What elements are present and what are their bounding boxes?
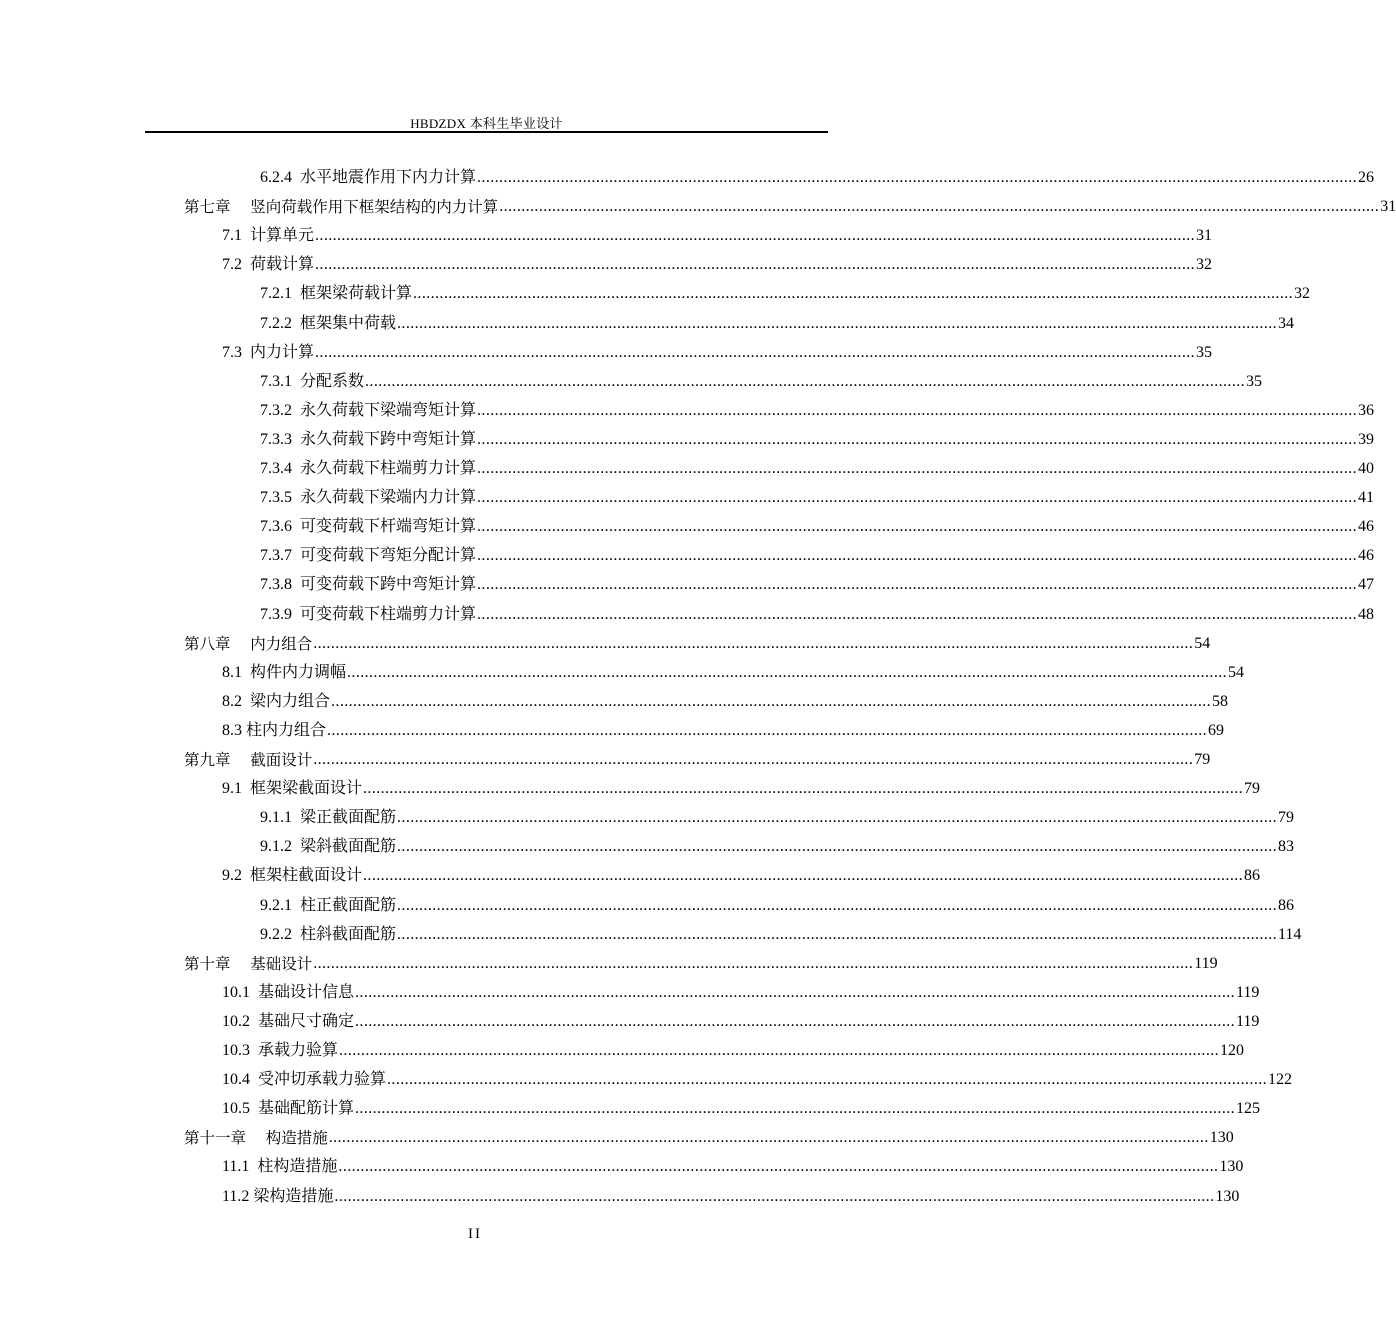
toc-section-entry[interactable] bbox=[222, 1155, 1244, 1177]
toc-leader-dots: ........................................................................................................................................................................................................ bbox=[315, 227, 1196, 245]
toc-leader-dots: ........................................................................................................................................................................................................ bbox=[397, 838, 1278, 856]
toc-leader-dots: ........................................................................................................................................................................................................ bbox=[328, 1129, 1209, 1147]
toc-leader-dots: ........................................................................................................................................................................................................ bbox=[313, 634, 1194, 652]
toc-section-entry[interactable] bbox=[222, 864, 1261, 886]
toc-leader-dots: ........................................................................................................................................................................................................ bbox=[327, 721, 1208, 739]
toc-entry-page-number: 46 bbox=[1358, 518, 1375, 536]
toc-entry-page-number: 54 bbox=[1194, 634, 1211, 652]
toc-entry-page-number: 114 bbox=[1278, 925, 1302, 943]
toc-leader-dots: ........................................................................................................................................................................................................ bbox=[331, 692, 1212, 710]
toc-entry-label: 8.2 梁内力组合 bbox=[222, 692, 331, 710]
toc-entry-page-number: 79 bbox=[1194, 751, 1211, 768]
toc-entry-page-number: 31 bbox=[1380, 198, 1396, 216]
toc-section-entry[interactable] bbox=[222, 690, 1229, 712]
toc-entry-page-number: 58 bbox=[1212, 692, 1229, 710]
toc-leader-dots: ........................................................................................................................................................................................................ bbox=[477, 547, 1358, 565]
toc-section-entry[interactable] bbox=[260, 399, 1375, 421]
toc-section-entry[interactable] bbox=[260, 894, 1295, 916]
toc-section-entry[interactable] bbox=[222, 1185, 1240, 1207]
toc-leader-dots: ........................................................................................................................................................................................................ bbox=[365, 372, 1246, 390]
toc-entry-label: 7.2 荷载计算 bbox=[222, 256, 315, 274]
toc-entry-page-number: 86 bbox=[1244, 867, 1261, 885]
toc-section-entry[interactable] bbox=[260, 603, 1375, 625]
toc-leader-dots: ........................................................................................................................................................................................................ bbox=[397, 896, 1278, 914]
toc-section-entry[interactable] bbox=[222, 981, 1260, 1003]
toc-entry-page-number: 79 bbox=[1278, 809, 1295, 827]
toc-entry-page-number: 54 bbox=[1228, 663, 1245, 681]
toc-entry-page-number: 32 bbox=[1196, 256, 1213, 274]
toc-leader-dots: ........................................................................................................................................................................................................ bbox=[477, 605, 1358, 623]
toc-entry-page-number: 119 bbox=[1236, 1012, 1260, 1030]
toc-leader-dots: ........................................................................................................................................................................................................ bbox=[355, 1100, 1236, 1118]
toc-leader-dots: ........................................................................................................................................................................................................ bbox=[355, 1012, 1236, 1030]
toc-leader-dots: ........................................................................................................................................................................................................ bbox=[477, 430, 1358, 448]
toc-entry-page-number: 130 bbox=[1215, 1187, 1240, 1205]
toc-chapter-entry[interactable] bbox=[184, 195, 1396, 217]
toc-entry-label: 7.3.6 可变荷载下杆端弯矩计算 bbox=[260, 518, 477, 536]
toc-section-entry[interactable] bbox=[260, 282, 1311, 304]
toc-entry-label: 10.4 受冲切承载力验算 bbox=[222, 1071, 387, 1089]
toc-entry-label: 6.2.4 水平地震作用下内力计算 bbox=[260, 169, 477, 186]
toc-entry-label: 7.3.3 永久荷载下跨中弯矩计算 bbox=[260, 430, 477, 448]
toc-entry-page-number: 69 bbox=[1208, 721, 1225, 739]
toc-entry-page-number: 41 bbox=[1358, 489, 1375, 507]
toc-leader-dots: ........................................................................................................................................................................................................ bbox=[338, 1158, 1219, 1176]
toc-entry-label: 9.1.2 梁斜截面配筋 bbox=[260, 838, 397, 856]
toc-section-entry[interactable] bbox=[260, 166, 1375, 188]
toc-entry-page-number: 125 bbox=[1236, 1100, 1261, 1118]
toc-entry-label: 7.3.9 可变荷载下柱端剪力计算 bbox=[260, 605, 477, 623]
toc-entry-label: 11.1 柱构造措施 bbox=[222, 1158, 338, 1176]
toc-entry-label: 7.3.4 永久荷载下柱端剪力计算 bbox=[260, 460, 477, 477]
toc-section-entry[interactable] bbox=[222, 1068, 1293, 1090]
header-divider bbox=[145, 131, 828, 133]
toc-entry-page-number: 119 bbox=[1194, 954, 1218, 972]
toc-leader-dots: ........................................................................................................................................................................................................ bbox=[413, 285, 1294, 303]
toc-leader-dots: ........................................................................................................................................................................................................ bbox=[477, 460, 1358, 477]
toc-section-entry[interactable] bbox=[222, 341, 1213, 363]
toc-section-entry[interactable] bbox=[260, 370, 1263, 392]
toc-entry-label: 7.3 内力计算 bbox=[222, 343, 315, 361]
toc-leader-dots: ........................................................................................................................................................................................................ bbox=[339, 1042, 1220, 1059]
toc-entry-page-number: 35 bbox=[1246, 372, 1263, 390]
toc-entry-page-number: 31 bbox=[1196, 227, 1213, 245]
toc-section-entry[interactable] bbox=[222, 1097, 1261, 1119]
toc-section-entry[interactable] bbox=[222, 253, 1213, 275]
toc-entry-label: 8.3 柱内力组合 bbox=[222, 721, 327, 739]
toc-entry-page-number: 35 bbox=[1196, 343, 1213, 361]
toc-entry-label: 第十章 基础设计 bbox=[184, 954, 313, 973]
toc-entry-label: 7.3.7 可变荷载下弯矩分配计算 bbox=[260, 547, 477, 565]
toc-leader-dots: ........................................................................................................................................................................................................ bbox=[334, 1187, 1215, 1205]
toc-section-entry[interactable] bbox=[260, 923, 1302, 945]
toc-entry-page-number: 26 bbox=[1358, 169, 1375, 186]
toc-chapter-entry[interactable] bbox=[184, 1126, 1234, 1148]
toc-section-entry[interactable] bbox=[222, 1039, 1245, 1061]
toc-leader-dots: ........................................................................................................................................................................................................ bbox=[477, 518, 1358, 536]
toc-entry-label: 10.3 承载力验算 bbox=[222, 1042, 339, 1059]
toc-leader-dots: ........................................................................................................................................................................................................ bbox=[499, 198, 1380, 216]
toc-entry-label: 第十一章 构造措施 bbox=[184, 1129, 328, 1148]
toc-entry-label: 9.1 框架梁截面设计 bbox=[222, 780, 363, 798]
page-header-title: HBDZDX 本科生毕业设计 bbox=[410, 116, 563, 131]
toc-entry-page-number: 32 bbox=[1294, 285, 1311, 303]
toc-entry-page-number: 47 bbox=[1358, 576, 1375, 594]
toc-entry-label: 8.1 构件内力调幅 bbox=[222, 663, 347, 681]
toc-entry-label: 9.2 框架柱截面设计 bbox=[222, 867, 363, 885]
toc-leader-dots: ........................................................................................................................................................................................................ bbox=[477, 489, 1358, 507]
toc-leader-dots: ........................................................................................................................................................................................................ bbox=[315, 343, 1196, 361]
toc-entry-label: 9.2.2 柱斜截面配筋 bbox=[260, 925, 397, 943]
toc-chapter-entry[interactable] bbox=[184, 748, 1211, 770]
toc-entry-page-number: 120 bbox=[1220, 1042, 1245, 1059]
toc-section-entry[interactable] bbox=[222, 719, 1225, 741]
toc-entry-label: 10.1 基础设计信息 bbox=[222, 983, 355, 1001]
toc-entry-label: 11.2 梁构造措施 bbox=[222, 1187, 334, 1205]
toc-section-entry[interactable] bbox=[260, 486, 1375, 508]
toc-entry-label: 7.3.2 永久荷载下梁端弯矩计算 bbox=[260, 401, 477, 419]
toc-leader-dots: ........................................................................................................................................................................................................ bbox=[315, 256, 1196, 274]
toc-section-entry[interactable] bbox=[222, 661, 1245, 683]
toc-entry-page-number: 79 bbox=[1244, 780, 1261, 798]
toc-section-entry[interactable] bbox=[260, 806, 1295, 828]
toc-leader-dots: ........................................................................................................................................................................................................ bbox=[477, 576, 1358, 594]
toc-leader-dots: ........................................................................................................................................................................................................ bbox=[397, 809, 1278, 827]
toc-leader-dots: ........................................................................................................................................................................................................ bbox=[387, 1071, 1268, 1089]
toc-entry-page-number: 130 bbox=[1219, 1158, 1244, 1176]
toc-entry-label: 第八章 内力组合 bbox=[184, 634, 313, 653]
toc-entry-label: 7.3.8 可变荷载下跨中弯矩计算 bbox=[260, 576, 477, 594]
toc-leader-dots: ........................................................................................................................................................................................................ bbox=[363, 867, 1244, 885]
toc-section-entry[interactable] bbox=[260, 312, 1295, 334]
toc-entry-label: 7.3.1 分配系数 bbox=[260, 372, 365, 390]
toc-entry-label: 10.5 基础配筋计算 bbox=[222, 1100, 355, 1118]
toc-entry-label: 10.2 基础尺寸确定 bbox=[222, 1012, 355, 1030]
toc-leader-dots: ........................................................................................................................................................................................................ bbox=[477, 169, 1358, 186]
toc-section-entry[interactable] bbox=[222, 224, 1213, 246]
toc-leader-dots: ........................................................................................................................................................................................................ bbox=[477, 401, 1358, 419]
toc-section-entry[interactable] bbox=[260, 835, 1295, 857]
toc-section-entry[interactable] bbox=[260, 457, 1375, 479]
toc-entry-label: 9.2.1 柱正截面配筋 bbox=[260, 896, 397, 914]
toc-entry-page-number: 40 bbox=[1358, 460, 1375, 477]
toc-entry-page-number: 130 bbox=[1209, 1129, 1234, 1147]
toc-entry-label: 7.3.5 永久荷载下梁端内力计算 bbox=[260, 489, 477, 507]
page-number: II bbox=[468, 1226, 482, 1242]
toc-chapter-entry[interactable] bbox=[184, 952, 1218, 974]
toc-entry-page-number: 39 bbox=[1358, 430, 1375, 448]
toc-section-entry[interactable] bbox=[260, 515, 1375, 537]
toc-leader-dots: ........................................................................................................................................................................................................ bbox=[313, 751, 1194, 768]
toc-section-entry[interactable] bbox=[222, 777, 1261, 799]
toc-entry-label: 7.1 计算单元 bbox=[222, 227, 315, 245]
toc-leader-dots: ........................................................................................................................................................................................................ bbox=[355, 983, 1236, 1001]
toc-entry-page-number: 119 bbox=[1236, 983, 1260, 1001]
toc-entry-page-number: 122 bbox=[1268, 1071, 1293, 1089]
toc-section-entry[interactable] bbox=[260, 544, 1375, 566]
toc-entry-page-number: 83 bbox=[1278, 838, 1295, 856]
toc-entry-page-number: 36 bbox=[1358, 401, 1375, 419]
toc-section-entry[interactable] bbox=[260, 428, 1375, 450]
toc-section-entry[interactable] bbox=[260, 573, 1375, 595]
toc-entry-label: 第七章 竖向荷载作用下框架结构的内力计算 bbox=[184, 198, 499, 217]
toc-entry-page-number: 48 bbox=[1358, 605, 1375, 623]
toc-entry-label: 第九章 截面设计 bbox=[184, 751, 313, 769]
toc-entry-page-number: 34 bbox=[1278, 314, 1295, 332]
toc-section-entry[interactable] bbox=[222, 1010, 1260, 1032]
toc-leader-dots: ........................................................................................................................................................................................................ bbox=[313, 954, 1194, 972]
toc-entry-label: 7.2.2 框架集中荷载 bbox=[260, 314, 397, 332]
toc-leader-dots: ........................................................................................................................................................................................................ bbox=[397, 314, 1278, 332]
toc-entry-label: 9.1.1 梁正截面配筋 bbox=[260, 809, 397, 827]
toc-leader-dots: ........................................................................................................................................................................................................ bbox=[347, 663, 1228, 681]
toc-leader-dots: ........................................................................................................................................................................................................ bbox=[397, 925, 1278, 943]
toc-chapter-entry[interactable] bbox=[184, 632, 1211, 654]
toc-leader-dots: ........................................................................................................................................................................................................ bbox=[363, 780, 1244, 798]
toc-entry-page-number: 86 bbox=[1278, 896, 1295, 914]
toc-entry-page-number: 46 bbox=[1358, 547, 1375, 565]
toc-entry-label: 7.2.1 框架梁荷载计算 bbox=[260, 285, 413, 303]
